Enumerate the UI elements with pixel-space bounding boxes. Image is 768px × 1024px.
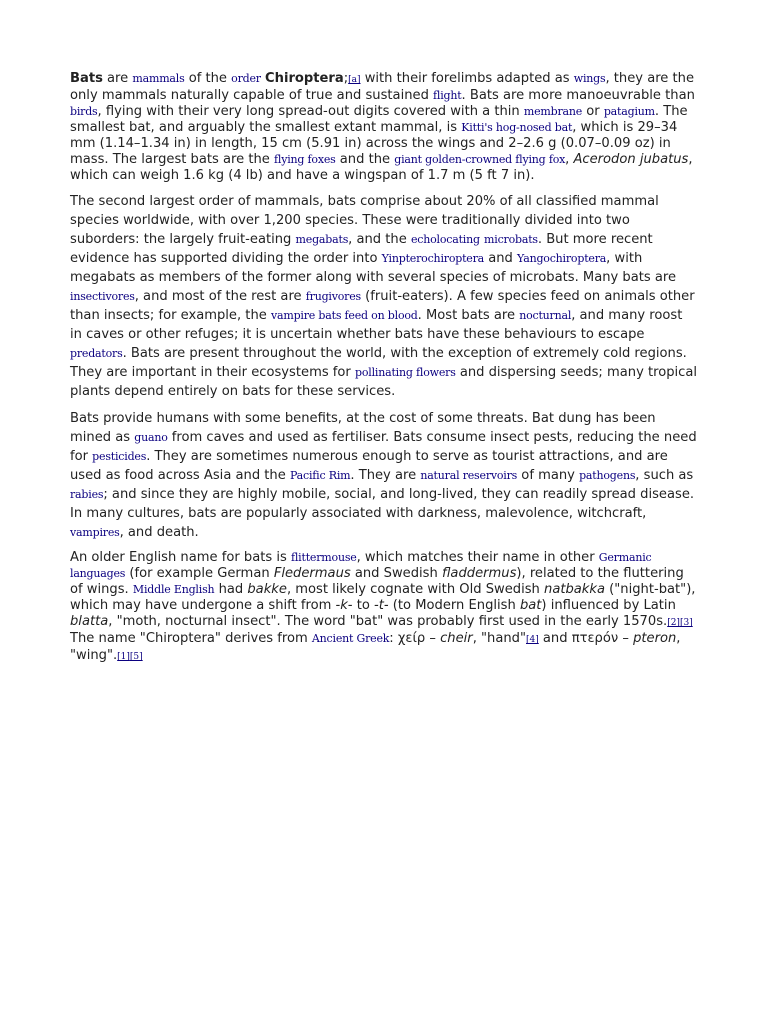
italic-fladdermus: fladdermus [441,566,517,581]
text-run: . Bats are present throughout the world, with the exception of extremely cold regions. They are important in their ecosystems for [70,346,687,380]
text-run: of the [184,71,232,86]
text-run: to [352,598,375,613]
text-run: ("night-bat"), which may have undergone a shift from [70,582,696,613]
link-natural-reservoirs[interactable]: natural reservoirs [420,469,518,482]
link-pesticides[interactable]: pesticides [92,450,147,463]
link-pollinating-flowers[interactable]: pollinating flowers [354,366,456,379]
italic-k: -k- [335,598,353,613]
paragraph-etymology [70,550,698,665]
link-pacific-rim[interactable]: Pacific Rim [289,469,351,482]
footnote-ref-3[interactable]: [3] [679,618,693,628]
text-run: , "moth, nocturnal insect". The word "bat" was probably first used in the early 1570s. [108,614,668,629]
italic-bakke: bakke [247,582,287,597]
text-run: (fruit-eaters). A few species feed on animals other than insects; for example, the [70,289,695,323]
link-insectivores[interactable]: insectivores [70,290,135,303]
link-predators[interactable]: predators [70,347,123,360]
text-run: , they are the only mammals naturally capable of true and sustained [70,71,695,103]
link-middle-english[interactable]: Middle English [132,583,215,596]
italic-acerodon-jubatus: Acerodon jubatus [573,152,689,167]
text-run: The name "Chiroptera" derives from [70,631,312,646]
text-run: (for example German [125,566,274,581]
italic-blatta: blatta [70,614,109,629]
text-run: . But more recent evidence has supported dividing the order into [70,232,653,266]
text-run: ) influenced by Latin [541,598,676,613]
text-run: , "wing". [70,631,681,663]
link-echolocating[interactable]: echolocating [410,233,480,246]
footnote-ref-1[interactable]: [1] [117,652,130,662]
text-run: ; and since they are highly mobile, social, and long-lived, they can readily spread disease. In many cultures, bats are popularly associated with darkness, malevolence, witchcraft, [70,487,695,521]
link-flying-foxes[interactable]: flying foxes [274,153,336,166]
italic-bat: bat [519,598,542,613]
text-run: , with megabats as members of the former along with several species of microbats. Many bats are [70,251,677,285]
link-kittis-hog-nosed-bat[interactable]: Kitti's hog-nosed bat [461,121,573,134]
text-run: had [214,582,248,597]
footnote-ref-4[interactable]: [4] [526,635,539,645]
link-wings[interactable]: wings [573,72,606,85]
text-run: , flying with their very long spread-out digits covered with a thin [97,104,524,119]
text-run: from caves and used as fertiliser. Bats consume insect pests, reducing the need for [70,430,697,464]
text-run: , most likely cognate with Old Swedish [286,582,545,597]
bold-term-bats: Bats [70,71,103,86]
text-run: and the [335,152,395,167]
italic-pteron: pteron [633,631,677,646]
link-vampire-bats-feed-on-blood[interactable]: vampire bats feed on blood [270,309,418,322]
link-birds[interactable]: birds [70,105,98,118]
link-membrane[interactable]: membrane [523,105,583,118]
link-yangochiroptera[interactable]: Yangochiroptera [517,252,607,265]
footnote-ref-a[interactable]: [a] [348,75,361,85]
paragraph-benefits-threats [70,409,698,542]
text-run: , [565,152,574,167]
link-flittermouse[interactable]: flittermouse [290,551,357,564]
italic-t: -t- [374,598,389,613]
text-run: , which matches their name in other [356,550,599,565]
text-run: and πτερόν – [538,631,634,646]
text-run: , and many roost in caves or other refuges; it is uncertain whether bats have these behaviours to escape [70,308,683,342]
italic-cheir: cheir [440,631,473,646]
paragraph-intro [70,71,698,184]
text-run: . They are sometimes numerous enough to serve as tourist attractions, and are used as food across Asia and the [70,449,668,483]
text-run: . They are [350,468,421,483]
link-germanic-languages[interactable]: Germanic languages [70,551,652,580]
article-body [70,71,698,673]
link-ancient-greek[interactable]: Ancient Greek [311,632,390,645]
link-frugivores[interactable]: frugivores [305,290,361,303]
text-run: , "hand" [472,631,526,646]
text-run: . The smallest bat, and arguably the smallest extant mammal, is [70,104,688,135]
link-pathogens[interactable]: pathogens [579,469,636,482]
italic-fledermaus: Fledermaus [273,566,351,581]
text-run: An older English name for bats is [70,550,291,565]
link-guano[interactable]: guano [134,431,168,444]
text-run: (to Modern English [388,598,520,613]
text-run: , and most of the rest are [134,289,306,304]
text-run: and dispersing seeds; many tropical plants depend entirely on bats for these services. [70,365,698,399]
text-run: . Bats are more manoeuvrable than [461,88,695,103]
text-run: and Swedish [350,566,442,581]
text-run: , such as [635,468,694,483]
text-run: or [582,104,604,119]
italic-natbakka: natbakka [544,582,605,597]
link-giant-golden-crowned-flying-fox[interactable]: giant golden-crowned flying fox [394,153,566,166]
link-mammals[interactable]: mammals [132,72,185,85]
text-run: of many [517,468,580,483]
text-run: Bats provide humans with some benefits, at the cost of some threats. Bat dung has been mined as [70,411,656,445]
text-run: with their forelimbs adapted as [360,71,574,86]
link-nocturnal[interactable]: nocturnal [519,309,572,322]
text-run: , which is 29–34 mm (1.14–1.34 in) in length, 15 cm (5.91 in) across the wings and 2–2.6 g (0.07–0.09 oz) in mass. The largest bats are the [70,120,678,167]
text-run: , and the [348,232,411,247]
bold-term-chiroptera: Chiroptera [265,71,344,86]
text-run: , which can weigh 1.6 kg (4 lb) and have a wingspan of 1.7 m (5 ft 7 in). [70,152,693,183]
text-run: : χείρ – [389,631,441,646]
link-vampires[interactable]: vampires [70,526,120,539]
text-run: , and death. [119,525,199,540]
footnote-ref-2[interactable]: [2] [667,618,680,628]
text-run: ), related to the fluttering of wings. [70,566,684,597]
text-run: are [102,71,133,86]
text-run: and [484,251,517,266]
link-rabies[interactable]: rabies [70,488,104,501]
footnote-ref-5[interactable]: [5] [129,652,143,662]
link-megabats[interactable]: megabats [295,233,349,246]
link-yinpterochiroptera[interactable]: Yinpterochiroptera [381,252,485,265]
text-run: The second largest order of mammals, bats comprise about 20% of all classified mammal species worldwide, with over 1,200 species. These were traditionally divided into two suborders: the largely fruit-eating [70,194,659,247]
text-run: ; [343,71,349,86]
link-order[interactable]: order [231,72,261,85]
link-patagium[interactable]: patagium [603,105,655,118]
link-microbats[interactable]: microbats [484,233,538,246]
paragraph-classification [70,192,698,401]
link-flight[interactable]: flight [433,89,462,102]
text-run: . Most bats are [417,308,520,323]
